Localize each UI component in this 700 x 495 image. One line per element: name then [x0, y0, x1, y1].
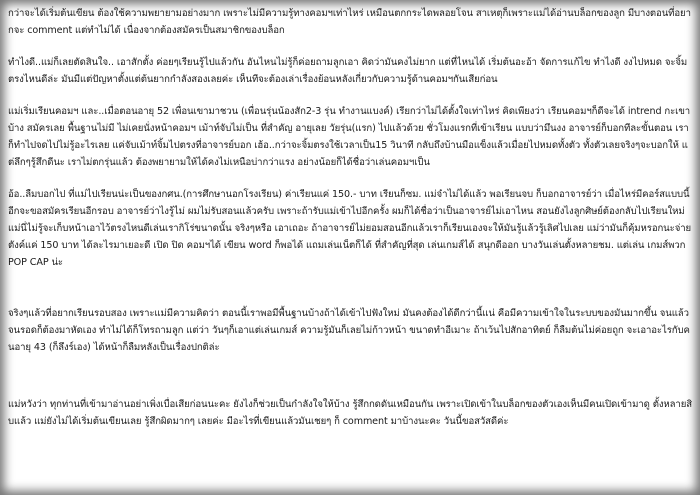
paragraph-5: จริงๆแล้วที่อยากเรียนรอบสอง เพราะแม่มีความคิดว่า ตอนนี้เราพอมีพื้นฐานบ้างถ้าได้เข้าไปฟังใหม่ มันคงต้องได้ดีกว่านี้แน่ คือมีความเข้าใจในระบบของมันมากขึ้น จนแล้วจนรอดก็ต้องมาหัดเอง ทำไม่ได้ก็โทรถามลูก แต่ว่า วันๆก็เอาแต่เล่นเกมส์ ความรู้มันก็เลยไม่ก้าวหน้า ขนาดทำอีเมาะ ถ้าเว้นไปสักอาทิตย์ ก็ลืมต้นไม่ค่อยถูก จะเอาอะไรกับคนอายุ 43 (ก็ลึงร์เอง) ได้หน้าก็ลืมหลังเป็นเรื่องปกติล่ะ — [8, 308, 690, 353]
paragraph-1: กว่าจะได้เริ่มต้นเขียน ต้องใช้ความพยายามอย่างมาก เพราะไม่มีความรู้ทางคอมฯเท่าไหร่ เหมือนตกกระไดพลอยโจน สาเหตุก็เพราะแม่ได้อ่านบล็อกของลูก มีบางตอนที่อยากจะ comment แต่ทำไม่ได้ เนื่องจากต้องสมัครเป็นสมาชิกของบล็อก — [8, 8, 691, 36]
paragraph-3: แม่เริ่มเรียนคอมฯ และ..เมื่อตอนอายุ 52 เพื่อนเขามาชวน (เพื่อนรุ่นน้องสัก2-3 รุ่น ทำงานแบงค์) เรียกว่าไม่ได้ตั้งใจเท่าไหร่ คิดเพียงว่า เรียนคอมฯก็ดีจะได้ intrend กะเขาบ้าง สมัครเลย พื้นฐานไม่มี ไม่เคยนั่งหน้าคอมฯ เม้าท์จับไม่เป็น ที่สำคัญ อายุเลย วัยรุ่น(แรก) ไปแล้วด้วย ชั่วโมงแรกที่เข้าเรียน แบบว่ามึนงง อาจารย์ก็บอกทีละขั้นตอน เราก็ทำไปจดไปไม่รู้อะไรเลย แค่จับเม้าท์จิ้มไปตรงที่อาจารย์บอก เฮ้อ..กว่าจะจิ้มตรงใช้เวลาเป็น15 วินาที กลับถึงบ้านมือแข็งแล้วเมื่อยไปหมดทั้งตัว ทั้งตัวเลยจริงๆจะบอกให้ แต่ลึกๆรู้สึกดีนะ เราไม่ตกรุ่นแล้ว ต้องพยายามให้ได้คงไม่เหนือบ่ากว่าแรง อย่างน้อยก็ได้ชื่อว่าเล่นคอมฯเป็น — [8, 106, 691, 168]
paragraph-2: ทำไงดี..แม่ก็เลยตัดสินใจ.. เอาสักตั้ง ค่อยๆเรียนรู้ไปแล้วกัน อันไหนไม่รู้ก็ค่อยถามลูกเอา คิดว่ามันคงไม่ยาก แต่ที่ไหนได้ เริ่มต้นอะอ้า จัดการแก้ไข ทำไงดี งงไปหมด จะจิ้มตรงไหนดีล่ะ มันมีแต่ปัญหาตั้งแต่ต้นยากกำลังสองเลยค่ะ เห็นทีจะต้องเล่าเรื่องย้อนหลังเกี่ยวกับความรู้ด้านคอมฯกันเสียก่อน — [8, 57, 688, 85]
document-body — [8, 5, 692, 445]
paragraph-4: อ้อ..ลืมบอกไป ที่แม่ไปเรียนน่ะเป็นของกศน.(การศึกษานอกโรงเรียน) ค่าเรียนแค่ 150.- บาท เรียนก็ซม. แม่จำไม่ได้แล้ว พอเรียนจบ ก็บอกอาจารย์ว่า เมื่อไหร่มีคอร์สแบบนี้อีกจะขอสมัครเรียนอีกรอบ อาจารย์ว่าไงรู้ไม่ ผมไม่รับสอนแล้วครับ เพราะถ้ารับแม่เข้าไปอีกครั้ง ผมก็ได้ชื่อว่าเป็นอาจารย์ไม่เอาไหน สอนยังไงลูกศิษย์ต้องกลับไปเรียนใหม่ แม่นี่ไม่รู้จะเก็บหน้าเอาไว้ตรงไหนดีเล่นเรากิโร่ขนาดนั้น จริงๆหรือ เอาเถอะ ถ้าอาจารย์ไม่ยอมสอนอีกแล้วเราก็เรียนเองจะให้มันรู้แล้วรู้เลิศไปเลย แม่ว่ามันก็คุ้มหรอกนะจ่ายตังค์แค่ 150 บาท ได้ละไรมาเยอะดี เปิด ปิด คอมฯได้ เขียน word ก็พอได้ แถมเล่นเน็ตก็ได้ ที่สำคัญที่สุด เล่นเกมส์ได้ สนุกดีออก บางวันเล่นตั้งหลายชม. แต่เล่น เกมส์พวก POP CAP น่ะ — [8, 189, 692, 268]
paragraph-6: แม่หวังว่า ทุกท่านที่เข้ามาอ่านอย่าเพิ่งเบื่อเสียก่อนนะคะ ยังไงก็ช่วยเป็นกำลังใจให้บ้าง รู้สึกกดดันเหมือนกัน เพราะเปิดเข้าในบล็อกของตัวเองเห็นมีคนเปิดเข้ามาดู ตั้งหลายสิบแล้ว แม่ยังไม่ได้เริ่มต้นเขียนเลย รู้สึกผิดมากๆ เลยค่ะ มีอะไรที่เขียนแล้วมันเชยๆ ก็ comment มาบ้างนะคะ วันนี้ขอสวัสดีค่ะ — [8, 399, 692, 427]
